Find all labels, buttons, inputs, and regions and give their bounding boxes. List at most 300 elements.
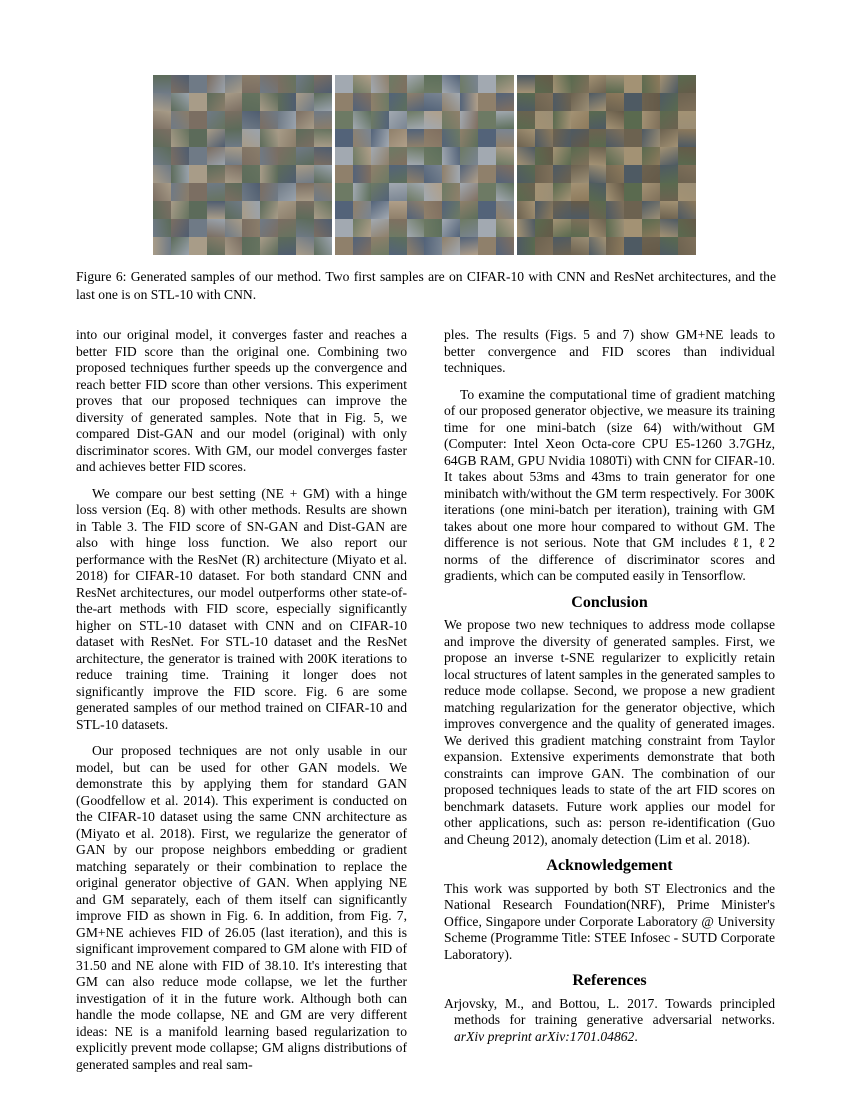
sample-thumbnail	[553, 93, 571, 111]
sample-thumbnail	[442, 237, 460, 255]
sample-thumbnail	[296, 237, 314, 255]
sample-thumbnail	[678, 237, 696, 255]
sample-thumbnail	[517, 129, 535, 147]
sample-thumbnail	[553, 183, 571, 201]
sample-thumbnail	[571, 165, 589, 183]
sample-thumbnail	[460, 147, 478, 165]
sample-thumbnail	[353, 75, 371, 93]
sample-thumbnail	[314, 165, 332, 183]
sample-thumbnail	[517, 75, 535, 93]
paragraph: To examine the computational time of gradient matching of our proposed generator objective, we measure its training time for one mini-batch (size 64) with/without GM (Computer: Intel Xeon Octa-core CPU E5-1260 3.7GHz, 64GB RAM, GPU Nvidia 1080Ti) with CNN for CIFAR-10. It takes about 53ms and 43ms to train generator for one minibatch with/without the GM term respectively. For 300K iterations (one mini-batch per iteration), training with GM takes about one more hour compared to without GM. The difference is not serious. Note that GM includes ℓ1, ℓ2 norms of the difference of discriminator scores and gradients, which can be computed easily in Tensorflow.	[444, 386, 775, 583]
sample-thumbnail	[678, 219, 696, 237]
sample-thumbnail	[517, 201, 535, 219]
sample-thumbnail	[678, 111, 696, 129]
sample-thumbnail	[571, 219, 589, 237]
sample-thumbnail	[225, 111, 243, 129]
sample-thumbnail	[153, 75, 171, 93]
sample-thumbnail	[606, 111, 624, 129]
sample-thumbnail	[660, 147, 678, 165]
sample-thumbnail	[571, 129, 589, 147]
sample-thumbnail	[278, 75, 296, 93]
sample-thumbnail	[496, 183, 514, 201]
sample-thumbnail	[389, 93, 407, 111]
sample-thumbnail	[371, 75, 389, 93]
sample-grid-cifar10-cnn	[153, 75, 332, 255]
sample-thumbnail	[553, 75, 571, 93]
sample-thumbnail	[278, 201, 296, 219]
sample-thumbnail	[478, 93, 496, 111]
sample-thumbnail	[296, 75, 314, 93]
paragraph: We compare our best setting (NE + GM) with a hinge loss version (Eq. 8) with other methods. Results are shown in Table 3. The FID score of SN-GAN and Dist-GAN are also with hinge loss function. We also report our performance with the ResNet (R) architecture (Miyato et al. 2018) for CIFAR-10 dataset. For both standard CNN and ResNet architectures, our model outperforms other state-of-the-art methods with FID score, especially significantly higher on STL-10 dataset with CNN and on CIFAR-10 dataset with ResNet. For STL-10 dataset and the ResNet architecture, the generator is trained with 200K iterations to reduce training time. Training it longer does not significantly improve the FID score. Fig. 6 are some generated samples of our method trained on CIFAR-10 and STL-10 datasets.	[76, 485, 407, 732]
sample-thumbnail	[460, 219, 478, 237]
sample-thumbnail	[442, 219, 460, 237]
sample-thumbnail	[371, 219, 389, 237]
sample-thumbnail	[517, 147, 535, 165]
sample-thumbnail	[589, 237, 607, 255]
sample-thumbnail	[424, 201, 442, 219]
sample-thumbnail	[225, 75, 243, 93]
sample-thumbnail	[535, 237, 553, 255]
reference-entry	[444, 996, 775, 1046]
sample-thumbnail	[171, 111, 189, 129]
sample-thumbnail	[678, 147, 696, 165]
sample-thumbnail	[353, 165, 371, 183]
sample-thumbnail	[606, 75, 624, 93]
sample-thumbnail	[442, 75, 460, 93]
sample-thumbnail	[207, 165, 225, 183]
sample-thumbnail	[606, 237, 624, 255]
sample-grid-stl10-cnn	[517, 75, 696, 255]
sample-thumbnail	[353, 201, 371, 219]
sample-thumbnail	[278, 93, 296, 111]
sample-thumbnail	[460, 183, 478, 201]
sample-thumbnail	[371, 129, 389, 147]
sample-thumbnail	[260, 183, 278, 201]
sample-thumbnail	[407, 219, 425, 237]
sample-thumbnail	[589, 129, 607, 147]
sample-thumbnail	[278, 183, 296, 201]
sample-thumbnail	[389, 147, 407, 165]
sample-thumbnail	[335, 129, 353, 147]
sample-thumbnail	[242, 111, 260, 129]
sample-thumbnail	[171, 237, 189, 255]
sample-thumbnail	[424, 75, 442, 93]
sample-thumbnail	[278, 147, 296, 165]
sample-thumbnail	[496, 129, 514, 147]
sample-thumbnail	[571, 147, 589, 165]
sample-thumbnail	[460, 93, 478, 111]
sample-thumbnail	[207, 75, 225, 93]
sample-thumbnail	[171, 219, 189, 237]
sample-thumbnail	[314, 201, 332, 219]
sample-thumbnail	[660, 165, 678, 183]
sample-thumbnail	[517, 111, 535, 129]
sample-thumbnail	[407, 147, 425, 165]
sample-thumbnail	[335, 237, 353, 255]
sample-thumbnail	[171, 129, 189, 147]
sample-thumbnail	[535, 111, 553, 129]
sample-thumbnail	[171, 201, 189, 219]
sample-thumbnail	[517, 219, 535, 237]
sample-thumbnail	[496, 93, 514, 111]
sample-thumbnail	[424, 237, 442, 255]
sample-thumbnail	[260, 93, 278, 111]
sample-thumbnail	[517, 93, 535, 111]
sample-thumbnail	[424, 129, 442, 147]
sample-thumbnail	[589, 111, 607, 129]
sample-thumbnail	[606, 129, 624, 147]
sample-thumbnail	[371, 165, 389, 183]
sample-thumbnail	[260, 111, 278, 129]
sample-thumbnail	[589, 165, 607, 183]
sample-thumbnail	[642, 201, 660, 219]
sample-thumbnail	[225, 165, 243, 183]
sample-thumbnail	[153, 93, 171, 111]
sample-thumbnail	[496, 111, 514, 129]
sample-thumbnail	[460, 129, 478, 147]
sample-thumbnail	[424, 93, 442, 111]
sample-thumbnail	[242, 147, 260, 165]
paragraph: We propose two new techniques to address mode collapse and improve the diversity of generated samples. First, we propose an inverse t-SNE regularizer to explicitly retain local structures of latent samples in the generated samples to reduce mode collapse. Second, we propose a new gradient matching regularization for the generator objective, which improves convergence and the quality of generated images. We derived this gradient matching constraint from Taylor expansion. Extensive experiments demonstrate that both constraints can improve GAN. The combination of our proposed techniques leads to state of the art FID scores on benchmark datasets. Future work applies our model for other applications, such as: person re-identification (Guo and Cheung 2012), anomaly detection (Lim et al. 2018).	[444, 617, 775, 847]
section-heading-acknowledgement: Acknowledgement	[546, 857, 673, 874]
sample-thumbnail	[424, 183, 442, 201]
sample-thumbnail	[571, 93, 589, 111]
section-heading-conclusion: Conclusion	[571, 593, 648, 611]
sample-thumbnail	[678, 183, 696, 201]
sample-thumbnail	[242, 129, 260, 147]
sample-thumbnail	[407, 129, 425, 147]
sample-thumbnail	[589, 75, 607, 93]
sample-thumbnail	[242, 183, 260, 201]
sample-thumbnail	[660, 129, 678, 147]
sample-thumbnail	[553, 147, 571, 165]
sample-thumbnail	[296, 93, 314, 111]
sample-thumbnail	[553, 129, 571, 147]
sample-thumbnail	[189, 165, 207, 183]
sample-thumbnail	[278, 165, 296, 183]
sample-thumbnail	[335, 201, 353, 219]
sample-thumbnail	[389, 129, 407, 147]
sample-thumbnail	[478, 147, 496, 165]
sample-thumbnail	[171, 93, 189, 111]
sample-thumbnail	[642, 93, 660, 111]
sample-thumbnail	[678, 165, 696, 183]
sample-thumbnail	[460, 111, 478, 129]
sample-thumbnail	[189, 183, 207, 201]
sample-thumbnail	[296, 201, 314, 219]
sample-thumbnail	[389, 75, 407, 93]
sample-thumbnail	[624, 111, 642, 129]
sample-thumbnail	[624, 75, 642, 93]
sample-thumbnail	[624, 93, 642, 111]
sample-thumbnail	[242, 165, 260, 183]
sample-thumbnail	[207, 201, 225, 219]
sample-thumbnail	[296, 147, 314, 165]
sample-thumbnail	[153, 129, 171, 147]
sample-thumbnail	[260, 147, 278, 165]
sample-thumbnail	[314, 219, 332, 237]
sample-thumbnail	[624, 219, 642, 237]
sample-thumbnail	[496, 165, 514, 183]
sample-thumbnail	[660, 237, 678, 255]
sample-thumbnail	[171, 147, 189, 165]
sample-thumbnail	[153, 237, 171, 255]
sample-thumbnail	[678, 129, 696, 147]
sample-thumbnail	[553, 201, 571, 219]
sample-thumbnail	[278, 219, 296, 237]
sample-thumbnail	[207, 129, 225, 147]
sample-thumbnail	[314, 129, 332, 147]
sample-thumbnail	[353, 129, 371, 147]
sample-thumbnail	[225, 219, 243, 237]
sample-thumbnail	[278, 129, 296, 147]
sample-thumbnail	[171, 165, 189, 183]
sample-thumbnail	[496, 201, 514, 219]
sample-thumbnail	[571, 111, 589, 129]
sample-thumbnail	[660, 201, 678, 219]
sample-thumbnail	[335, 165, 353, 183]
sample-thumbnail	[335, 111, 353, 129]
sample-thumbnail	[314, 147, 332, 165]
sample-thumbnail	[171, 75, 189, 93]
sample-thumbnail	[389, 165, 407, 183]
sample-thumbnail	[353, 111, 371, 129]
sample-thumbnail	[207, 147, 225, 165]
sample-thumbnail	[407, 165, 425, 183]
sample-thumbnail	[624, 147, 642, 165]
sample-thumbnail	[642, 183, 660, 201]
sample-thumbnail	[642, 129, 660, 147]
sample-thumbnail	[642, 237, 660, 255]
sample-thumbnail	[606, 201, 624, 219]
sample-thumbnail	[153, 111, 171, 129]
sample-thumbnail	[353, 219, 371, 237]
sample-thumbnail	[353, 237, 371, 255]
sample-thumbnail	[478, 75, 496, 93]
sample-thumbnail	[260, 219, 278, 237]
sample-thumbnail	[407, 201, 425, 219]
sample-thumbnail	[335, 75, 353, 93]
sample-thumbnail	[460, 237, 478, 255]
sample-thumbnail	[535, 183, 553, 201]
paragraph: Our proposed techniques are not only usable in our model, but can be used for other GAN models. We demonstrate this by applying them for standard GAN (Goodfellow et al. 2014). This experiment is conducted on the CIFAR-10 dataset using the same CNN architecture as (Miyato et al. 2018). First, we regularize the generator of GAN by our propose neighbors embedding or gradient matching separately or their combination to replace the original generator objective of GAN. When applying NE and GM separately, each of them itself can significantly improve FID as shown in Fig. 6. In addition, from Fig. 7, GM+NE achieves FID of 26.05 (last iteration), and this is significant improvement compared to GM alone with FID of 31.50 and NE alone with FID of 38.10. It's interesting that GM can also reduce mode collapse, we let the further investigation of it in the future work. Although both can handle the mode collapse, NE and GM are very different ideas: NE is a manifold learning based regularization to explicitly prevent mode collapse; GM aligns distributions of generated samples and real sam-	[76, 743, 407, 1072]
sample-thumbnail	[478, 219, 496, 237]
sample-thumbnail	[153, 201, 171, 219]
right-column	[444, 327, 775, 1055]
sample-thumbnail	[296, 183, 314, 201]
sample-thumbnail	[278, 237, 296, 255]
sample-thumbnail	[225, 129, 243, 147]
sample-thumbnail	[189, 93, 207, 111]
sample-thumbnail	[517, 183, 535, 201]
sample-thumbnail	[535, 147, 553, 165]
sample-thumbnail	[660, 93, 678, 111]
sample-thumbnail	[260, 129, 278, 147]
sample-thumbnail	[314, 93, 332, 111]
sample-thumbnail	[442, 93, 460, 111]
sample-thumbnail	[153, 183, 171, 201]
sample-thumbnail	[189, 237, 207, 255]
sample-thumbnail	[553, 237, 571, 255]
sample-thumbnail	[407, 111, 425, 129]
sample-thumbnail	[371, 201, 389, 219]
sample-thumbnail	[460, 201, 478, 219]
paragraph: This work was supported by both ST Electronics and the National Research Foundation(NRF), Prime Minister's Office, Singapore under Corporate Laboratory @ University Scheme (Programme Title: STEE Infosec - SUTD Corporate Laboratory).	[444, 880, 775, 962]
sample-thumbnail	[678, 75, 696, 93]
sample-thumbnail	[225, 183, 243, 201]
figure-6-samples	[153, 75, 696, 255]
sample-thumbnail	[660, 75, 678, 93]
sample-thumbnail	[660, 111, 678, 129]
sample-thumbnail	[389, 201, 407, 219]
sample-thumbnail	[606, 165, 624, 183]
sample-thumbnail	[371, 147, 389, 165]
sample-thumbnail	[589, 219, 607, 237]
sample-thumbnail	[535, 201, 553, 219]
sample-thumbnail	[314, 183, 332, 201]
sample-thumbnail	[606, 219, 624, 237]
sample-thumbnail	[535, 129, 553, 147]
sample-thumbnail	[424, 165, 442, 183]
section-heading-references: References	[572, 972, 647, 989]
sample-thumbnail	[389, 111, 407, 129]
sample-thumbnail	[678, 93, 696, 111]
sample-thumbnail	[189, 201, 207, 219]
sample-thumbnail	[424, 111, 442, 129]
sample-thumbnail	[553, 165, 571, 183]
sample-thumbnail	[478, 129, 496, 147]
sample-thumbnail	[225, 93, 243, 111]
paragraph: ples. The results (Figs. 5 and 7) show GM+NE leads to better convergence and FID scores than individual techniques.	[444, 327, 775, 375]
sample-thumbnail	[442, 201, 460, 219]
sample-thumbnail	[207, 111, 225, 129]
sample-thumbnail	[517, 165, 535, 183]
sample-thumbnail	[442, 183, 460, 201]
sample-thumbnail	[624, 129, 642, 147]
sample-thumbnail	[296, 219, 314, 237]
reference-end: .	[634, 1028, 638, 1044]
sample-thumbnail	[189, 111, 207, 129]
sample-thumbnail	[296, 129, 314, 147]
sample-thumbnail	[642, 111, 660, 129]
sample-thumbnail	[678, 201, 696, 219]
sample-thumbnail	[442, 147, 460, 165]
sample-thumbnail	[260, 237, 278, 255]
left-column	[76, 327, 407, 1083]
reference-text: Arjovsky, M., and Bottou, L. 2017. Towards principled methods for training generative adversarial networks.	[444, 995, 775, 1027]
sample-thumbnail	[189, 147, 207, 165]
sample-thumbnail	[225, 237, 243, 255]
sample-thumbnail	[207, 219, 225, 237]
sample-thumbnail	[278, 111, 296, 129]
sample-thumbnail	[189, 129, 207, 147]
sample-thumbnail	[606, 93, 624, 111]
sample-thumbnail	[207, 183, 225, 201]
sample-thumbnail	[571, 75, 589, 93]
figure-caption: Figure 6: Generated samples of our method. Two first samples are on CIFAR-10 with CNN and ResNet architectures, and the last one is on STL-10 with CNN.	[76, 269, 776, 302]
sample-thumbnail	[371, 183, 389, 201]
sample-thumbnail	[660, 219, 678, 237]
sample-thumbnail	[642, 147, 660, 165]
sample-thumbnail	[335, 147, 353, 165]
sample-thumbnail	[189, 219, 207, 237]
sample-thumbnail	[335, 183, 353, 201]
sample-thumbnail	[478, 111, 496, 129]
sample-thumbnail	[389, 183, 407, 201]
sample-thumbnail	[535, 219, 553, 237]
sample-thumbnail	[242, 75, 260, 93]
sample-thumbnail	[407, 237, 425, 255]
sample-thumbnail	[153, 219, 171, 237]
sample-thumbnail	[571, 201, 589, 219]
sample-thumbnail	[189, 75, 207, 93]
sample-thumbnail	[371, 93, 389, 111]
sample-thumbnail	[407, 75, 425, 93]
sample-thumbnail	[260, 75, 278, 93]
sample-thumbnail	[353, 183, 371, 201]
sample-thumbnail	[242, 93, 260, 111]
sample-thumbnail	[389, 219, 407, 237]
sample-thumbnail	[496, 237, 514, 255]
sample-thumbnail	[496, 219, 514, 237]
sample-thumbnail	[314, 111, 332, 129]
sample-thumbnail	[660, 183, 678, 201]
sample-thumbnail	[225, 201, 243, 219]
sample-thumbnail	[296, 165, 314, 183]
sample-thumbnail	[535, 93, 553, 111]
sample-thumbnail	[571, 183, 589, 201]
sample-thumbnail	[442, 165, 460, 183]
sample-thumbnail	[389, 237, 407, 255]
sample-thumbnail	[460, 75, 478, 93]
sample-thumbnail	[371, 237, 389, 255]
sample-thumbnail	[624, 165, 642, 183]
sample-thumbnail	[442, 111, 460, 129]
sample-thumbnail	[642, 75, 660, 93]
sample-thumbnail	[424, 219, 442, 237]
sample-thumbnail	[442, 129, 460, 147]
sample-thumbnail	[460, 165, 478, 183]
sample-thumbnail	[335, 93, 353, 111]
sample-thumbnail	[496, 75, 514, 93]
sample-thumbnail	[642, 165, 660, 183]
sample-thumbnail	[353, 93, 371, 111]
sample-thumbnail	[589, 93, 607, 111]
sample-thumbnail	[624, 237, 642, 255]
sample-thumbnail	[296, 111, 314, 129]
sample-thumbnail	[335, 219, 353, 237]
sample-thumbnail	[642, 219, 660, 237]
sample-thumbnail	[553, 219, 571, 237]
sample-thumbnail	[589, 147, 607, 165]
sample-thumbnail	[606, 183, 624, 201]
sample-thumbnail	[353, 147, 371, 165]
sample-thumbnail	[571, 237, 589, 255]
sample-thumbnail	[535, 75, 553, 93]
sample-thumbnail	[207, 237, 225, 255]
sample-thumbnail	[242, 219, 260, 237]
sample-thumbnail	[260, 201, 278, 219]
sample-thumbnail	[314, 75, 332, 93]
sample-thumbnail	[478, 165, 496, 183]
sample-thumbnail	[517, 237, 535, 255]
sample-thumbnail	[535, 165, 553, 183]
sample-thumbnail	[478, 183, 496, 201]
sample-thumbnail	[225, 147, 243, 165]
sample-thumbnail	[407, 183, 425, 201]
sample-grid-cifar10-resnet	[335, 75, 514, 255]
sample-thumbnail	[496, 147, 514, 165]
